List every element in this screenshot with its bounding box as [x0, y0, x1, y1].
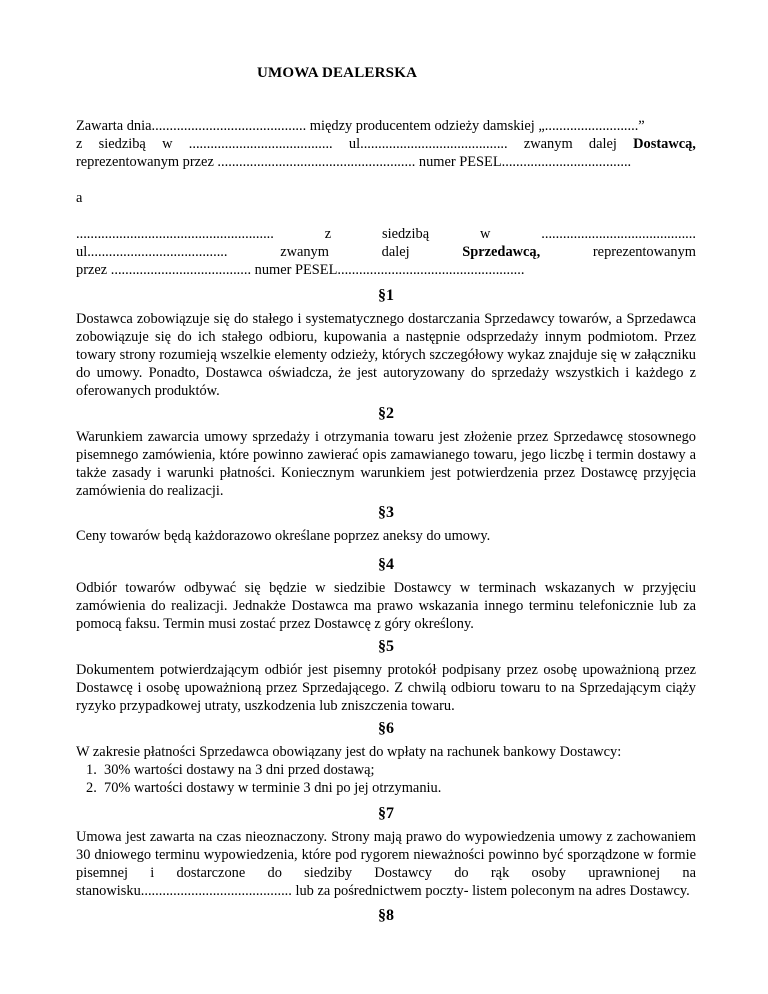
intro-word: w	[162, 136, 173, 152]
intro-line-2	[76, 135, 696, 153]
seller-word: z	[324, 226, 332, 242]
section-heading-2: §2	[378, 405, 394, 422]
supplier-term: Dostawcą,	[633, 136, 696, 152]
list-item-text: 70% wartości dostawy w terminie 3 dni po jej otrzymaniu.	[104, 780, 442, 796]
list-item-number: 2.	[86, 780, 97, 796]
seller-word: siedzibą	[381, 226, 430, 242]
section-heading-3: §3	[378, 504, 394, 521]
section-heading-8: §8	[378, 907, 394, 924]
seller-blank: .......................................................	[76, 226, 274, 242]
list-item-text: 30% wartości dostawy na 3 dni przed dostawą;	[104, 762, 375, 778]
section-heading-4: §4	[378, 556, 394, 573]
seller-line-3: przez ....................................... numer PESEL....................................................	[76, 262, 525, 278]
section-heading-1: §1	[378, 287, 394, 304]
payment-list	[76, 761, 696, 797]
seller-word: reprezentowanym	[592, 244, 696, 260]
intro-blank: ul.........................................	[348, 136, 508, 152]
intro-line-3: reprezentowanym przez ....................................................... numer PESEL....................................	[76, 154, 632, 170]
intro-blank: ........................................	[188, 136, 333, 152]
separator-a: a	[76, 190, 83, 206]
intro-block	[76, 117, 696, 171]
seller-word: zwanym	[280, 244, 329, 260]
seller-word: dalej	[381, 244, 410, 260]
seller-block	[76, 225, 696, 279]
intro-word: dalej	[588, 136, 617, 152]
section-text-4: Odbiór towarów odbywać się będzie w siedzibie Dostawcy w terminach wskazanych w przyjęciu zamówienia do realizacji. Jednakże Dostawca ma prawo wskazania innego terminu telefonicznie lub za pomocą faksu. Termin musi zostać przez Dostawcę z góry określony.	[76, 580, 696, 632]
document-title: UMOWA DEALERSKA	[257, 65, 418, 81]
intro-line-1-text: Zawarta dnia........................................... między producentem odzieży damskiej „..........................”	[76, 118, 645, 134]
intro-word: siedzibą	[98, 136, 146, 152]
seller-line-2	[76, 243, 696, 261]
seller-line-1	[76, 225, 696, 243]
seller-blank: ...........................................	[541, 226, 696, 242]
list-item	[76, 779, 696, 797]
section-heading-7: §7	[378, 805, 394, 822]
section-text-5: Dokumentem potwierdzającym odbiór jest pisemny protokół podpisany przez osobę upoważnioną przez Dostawcę i osobę upoważnioną przez Sprzedającego. Z chwilą odbioru towaru to na Sprzedającym ciąży ryzyko przypadkowej utraty, uszkodzenia lub zniszczenia towaru.	[76, 662, 696, 714]
list-item	[76, 761, 696, 779]
seller-word: w	[480, 226, 491, 242]
section-text-6: W zakresie płatności Sprzedawca obowiązany jest do wpłaty na rachunek bankowy Dostawcy:	[76, 744, 622, 760]
section-heading-6: §6	[378, 720, 394, 737]
section-text-2: Warunkiem zawarcia umowy sprzedaży i otrzymania towaru jest złożenie przez Sprzedawcę stosownego pisemnego zamówienia, które powinno zawierać opis zamawianego towaru, jego liczbę i termin dostawy a także zasady i warunki płatności. Koniecznym warunkiem jest potwierdzenia przez Dostawcę przyjęcia zamówienia do realizacji.	[76, 429, 696, 499]
intro-word: zwanym	[523, 136, 573, 152]
intro-line-1	[76, 117, 696, 135]
section-text-1: Dostawca zobowiązuje się do stałego i systematycznego dostarczania Sprzedawcy towarów, a Sprzedawca zobowiązuje się do ich stałego odbioru, kupowania a następnie odsprzedaży innym podmiotom. Przez towary strony rozumieją wszelkie elementy odzieży, których szczegółowy wykaz znajduje się w załączniku do umowy. Ponadto, Dostawca oświadcza, że jest autoryzowany do sprzedaży wszystkich i każdego z oferowanych produktów.	[76, 311, 696, 399]
list-item-number: 1.	[86, 762, 97, 778]
seller-blank: ul.......................................	[76, 244, 228, 260]
seller-term: Sprzedawcą,	[462, 244, 541, 260]
section-heading-5: §5	[378, 638, 394, 655]
intro-word: z	[76, 136, 83, 152]
section-text-7: Umowa jest zawarta na czas nieoznaczony. Strony mają prawo do wypowiedzenia umowy z zachowaniem 30 dniowego terminu wypowiedzenia, które pod rygorem nieważności powinno być sporządzone w formie pisemnej i dostarczone do siedziby Dostawcy do rąk osoby uprawnionej na stanowisku.......................................... lub za pośrednictwem poczty- listem poleconym na adres Dostawcy.	[76, 829, 696, 899]
section-text-3: Ceny towarów będą każdorazowo określane poprzez aneksy do umowy.	[76, 528, 491, 544]
